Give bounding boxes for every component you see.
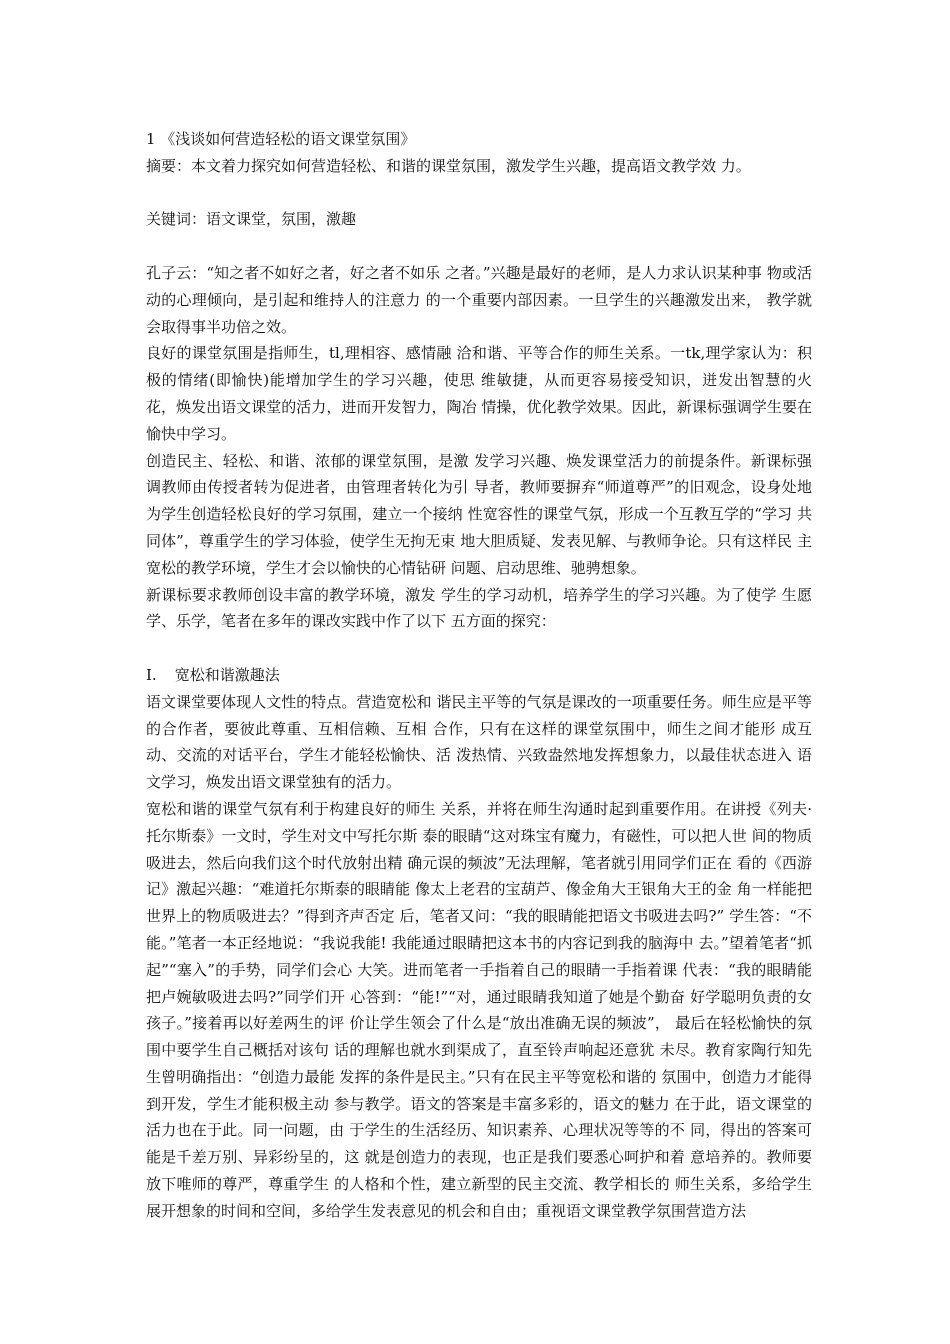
blank-line: [146, 180, 812, 207]
blank-line: [146, 635, 812, 662]
paragraph: 良好的课堂氛围是指师生，tl,理相容、感情融 洽和谐、平等合作的师生关系。一tk,理学家认为：积 极的情绪(即愉快)能增加学生的学习兴趣，使思 维敏捷，从而更容易接受知识，迸发出智慧的火 花，焕发出语文课堂的活力，进而开发智力，陶冶 情操，优化教学效果。因此，新课标强调学生要在 愉快中学习。: [146, 344, 812, 443]
paragraph: 宽松和谐的课堂气氛有利于构建良好的师生 关系，并将在师生沟通时起到重要作用。在讲授《列夫·托尔斯泰》一文时，学生对文中写托尔斯 泰的眼睛“这对珠宝有魔力，有磁性，可以把人世 间的物质吸进去，然后向我们这个时代放射出精 确元误的频波”无法理解，笔者就引用同学们正在 看的《西游记》激起兴趣：“难道托尔斯泰的眼睛能 像太上老君的宝葫芦、像金角大王银角大王的金 角一样能把世界上的物质吸进去？”得到齐声否定 后，笔者又问：“我的眼睛能把语文书吸进去吗?” 学生答：“不能。”笔者一本正经地说：“我说我能! 我能通过眼睛把这本书的内容记到我的脑海中 去。”望着笔者“抓起”“塞入”的手势，同学们会心 大笑。进而笔者一手指着自己的眼睛一手指着课 代表：“我的眼睛能把卢婉敏吸进去吗?”同学们开 心答到：“能!”“对，通过眼睛我知道了她是个勤奋 好学聪明负责的女孩子。”接着再以好差两生的评 价让学生领会了什么是“放出准确无误的频波”， 最后在轻松愉快的氛围中要学生自己概括对该句 话的理解也就水到渠成了，直至铃声响起还意犹 未尽。教育家陶行知先生曾明确指出：“创造力最能 发挥的条件是民主。”只有在民主平等宽松和谐的 氛围中，创造力才能得到开发，学生才能积极主动 参与教学。语文的答案是丰富多彩的，语文的魅力 在于此，语文课堂的活力也在于此。同一问题，由 于学生的生活经历、知识素养、心理状况等等的不 同，得出的答案可能是千差万别、异彩纷呈的，这 就是创造力的表现，也正是我们要悉心呵护和着 意培养的。教师要放下唯师的尊严，尊重学生 的人格和个性，建立新型的民主交流、教学相长的 师生关系，多给学生展开想象的时间和空间，多给学生发表意见的机会和自由；重视语文课堂教学氛围营造方法: [146, 799, 812, 1220]
document-body: [146, 126, 812, 1225]
section-number: I.: [146, 665, 157, 684]
abstract: 摘要：本文着力探究如何营造轻松、和谐的课堂氛围，激发学生兴趣，提高语文教学效 力。: [146, 156, 751, 175]
paragraph: 语文课堂要体现人文性的特点。营造宽松和 谐民主平等的气氛是课改的一项重要任务。师生应是平等的合作者，要彼此尊重、互相信赖、互相 合作，只有在这样的课堂氛围中，师生之间才能形 成互动、交流的对话平台，学生才能轻松愉快、活 泼热情、兴致盎然地发挥想象力，以最佳状态进入 语文学习，焕发出语文课堂独有的活力。: [146, 692, 812, 792]
section-heading: [146, 662, 812, 689]
keywords: 关键词：语文课堂，氛围，激趣: [146, 210, 357, 229]
paragraph: 新课标要求教师创设丰富的教学环境，激发 学生的学习动机，培养学生的学习兴趣。为了使学 生愿学、乐学，笔者在多年的课改实践中作了以下 五方面的探究：: [146, 585, 812, 631]
paragraph: 孔子云：“知之者不如好之者，好之者不如乐 之者。”兴趣是最好的老师，是人力求认识某种事 物或活动的心理倾向，是引起和维持人的注意力 的一个重要内部因素。一旦学生的兴趣激发出来， 教学就会取得事半功倍之效。: [146, 263, 812, 336]
blank-line: [146, 233, 812, 260]
section-title: 宽松和谐激趣法: [174, 665, 280, 684]
document-title: 1 《浅谈如何营造轻松的语文课堂氛围》: [146, 130, 416, 148]
paragraph: 创造民主、轻松、和谐、浓郁的课堂氛围，是激 发学习兴趣、焕发课堂活力的前提条件。新课标强 调教师由传授者转为促进者，由管理者转化为引 导者，教师要摒弃“师道尊严”的旧观念，设身处地 为学生创造轻松良好的学习氛围，建立一个接纳 性宽容性的课堂气氛，形成一个互教互学的“学习 共同体”，尊重学生的学习体验，使学生无拘无束 地大胆质疑、发表见解、与教师争论。只有这样民 主宽松的教学环境，学生才会以愉快的心情钻研 问题、启动思维、驰骋想象。: [146, 451, 812, 577]
